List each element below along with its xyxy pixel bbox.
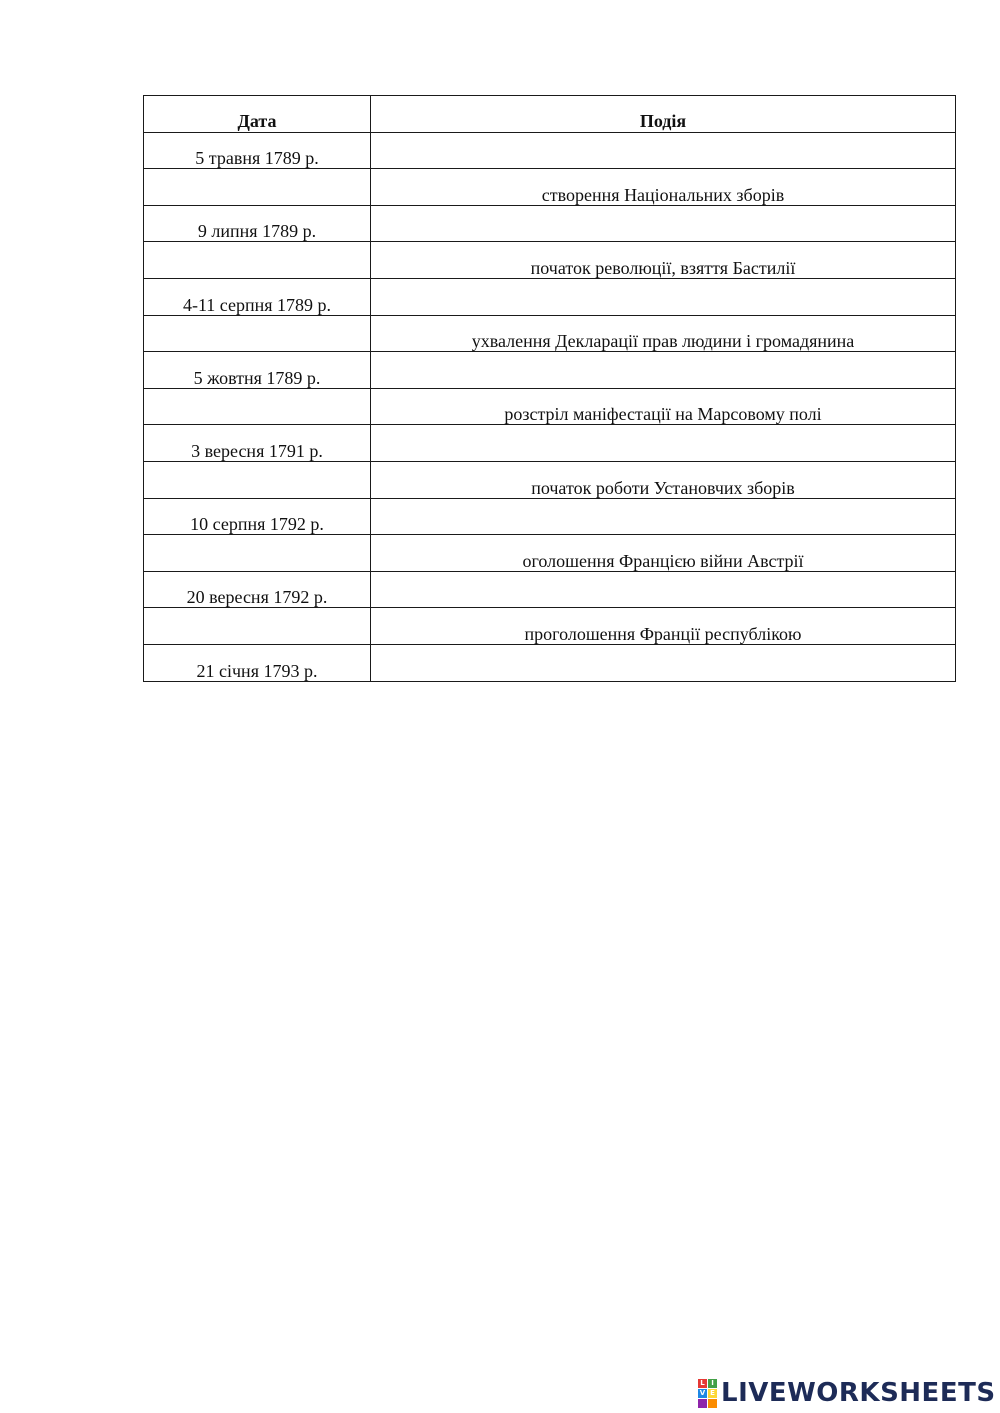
event-cell[interactable] xyxy=(371,205,956,242)
table-row xyxy=(144,498,956,535)
table-row xyxy=(144,425,956,462)
table-row xyxy=(144,132,956,169)
event-cell: початок роботи Установчих зборів xyxy=(371,461,956,498)
event-cell: створення Національних зборів xyxy=(371,169,956,206)
date-cell: 3 вересня 1791 р. xyxy=(144,425,371,462)
logo-block: E xyxy=(708,1389,717,1398)
brand-name: LIVEWORKSHEETS xyxy=(721,1378,996,1408)
event-cell: розстріл маніфестації на Марсовому полі xyxy=(371,388,956,425)
header-event: Подія xyxy=(371,96,956,133)
event-cell[interactable] xyxy=(371,278,956,315)
table-body xyxy=(144,132,956,681)
table-row xyxy=(144,388,956,425)
table-row xyxy=(144,461,956,498)
logo-block xyxy=(698,1399,707,1408)
event-cell: ухвалення Декларації прав людини і громадянина xyxy=(371,315,956,352)
date-cell: 5 травня 1789 р. xyxy=(144,132,371,169)
date-cell[interactable] xyxy=(144,388,371,425)
liveworksheets-logo-icon xyxy=(698,1379,717,1408)
date-cell: 9 липня 1789 р. xyxy=(144,205,371,242)
event-cell[interactable] xyxy=(371,644,956,681)
event-cell: проголошення Франції республікою xyxy=(371,608,956,645)
date-cell[interactable] xyxy=(144,535,371,572)
date-cell[interactable] xyxy=(144,242,371,279)
table-row xyxy=(144,205,956,242)
event-cell: оголошення Францією війни Австрії xyxy=(371,535,956,572)
table-row xyxy=(144,608,956,645)
date-cell: 10 серпня 1792 р. xyxy=(144,498,371,535)
logo-block: L xyxy=(698,1379,707,1388)
events-table xyxy=(143,95,956,682)
date-cell[interactable] xyxy=(144,461,371,498)
event-cell: початок революції, взяття Бастилії xyxy=(371,242,956,279)
logo-block: V xyxy=(699,1388,706,1397)
table-row xyxy=(144,535,956,572)
date-cell[interactable] xyxy=(144,169,371,206)
table-row xyxy=(144,352,956,389)
logo-block: I xyxy=(708,1379,717,1388)
table-row xyxy=(144,278,956,315)
event-cell[interactable] xyxy=(371,571,956,608)
date-cell: 5 жовтня 1789 р. xyxy=(144,352,371,389)
event-cell[interactable] xyxy=(371,425,956,462)
event-cell[interactable] xyxy=(371,352,956,389)
date-cell: 20 вересня 1792 р. xyxy=(144,571,371,608)
date-cell: 21 січня 1793 р. xyxy=(144,644,371,681)
table-row xyxy=(144,571,956,608)
table-header-row xyxy=(144,96,956,133)
date-cell[interactable] xyxy=(144,315,371,352)
table-row xyxy=(144,644,956,681)
event-cell[interactable] xyxy=(371,132,956,169)
table-row xyxy=(144,169,956,206)
event-cell[interactable] xyxy=(371,498,956,535)
table-row xyxy=(144,315,956,352)
date-cell[interactable] xyxy=(144,608,371,645)
header-date: Дата xyxy=(144,96,371,133)
logo-block xyxy=(708,1399,717,1408)
liveworksheets-brand xyxy=(698,1378,996,1408)
date-cell: 4-11 серпня 1789 р. xyxy=(144,278,371,315)
table-row xyxy=(144,242,956,279)
